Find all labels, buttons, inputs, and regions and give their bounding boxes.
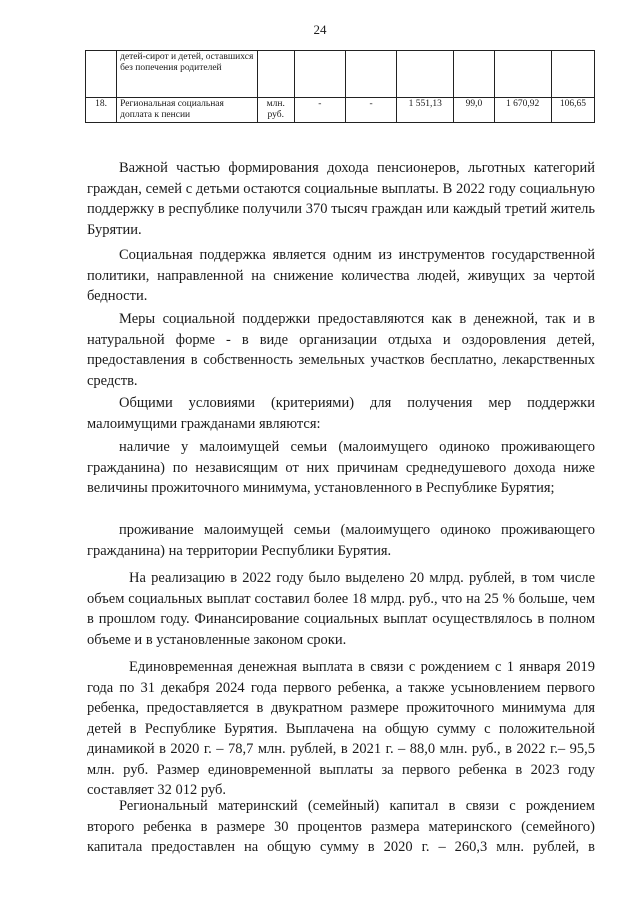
paragraph-text: Меры социальной поддержки предоставляются как в денежной, так и в натуральной форме - в виде организации отдыха и оздоровления детей, предоставления в собственность земельных участков бесплатно, лекарственных средств. bbox=[87, 311, 595, 389]
cell-value bbox=[494, 51, 551, 98]
cell-num: 18. bbox=[86, 98, 117, 123]
cell-name: детей-сирот и детей, оставшихся без попечения родителей bbox=[117, 51, 258, 98]
cell-value bbox=[551, 51, 594, 98]
table-row bbox=[86, 51, 595, 98]
paragraph-text: наличие у малоимущей семьи (малоимущего одиноко проживающего гражданина) по независящим от них причинам среднедушевого дохода ниже величины прожиточного минимума, установленного в Республике Бурятия; bbox=[87, 439, 595, 496]
cell-value: 106,65 bbox=[551, 98, 594, 123]
cell-value bbox=[397, 51, 454, 98]
paragraph-text: На реализацию в 2022 году было выделено 20 млрд. рублей, в том числе объем социальных выплат составил более 18 млрд. руб., что на 25 % больше, чем в прошлом году. Финансирование социальных выплат осуществлялось в полном объеме и в установленные законом сроки. bbox=[87, 570, 595, 648]
cell-num bbox=[86, 51, 117, 98]
paragraph-support-measures bbox=[87, 309, 595, 391]
cell-value bbox=[345, 51, 396, 98]
paragraph-text: Региональный материнский (семейный) капитал в связи с рождением второго ребенка в размере 30 процентов размера материнского (семейного) капитала предоставлен на общую сумму в 2020 г. – 260,3 млн. рублей, в bbox=[87, 798, 595, 855]
paragraph-text: проживание малоимущей семьи (малоимущего одиноко проживающего гражданина) на территории Республики Бурятия. bbox=[87, 522, 595, 559]
cell-unit: млн. руб. bbox=[257, 98, 294, 123]
paragraph-criterion-income bbox=[87, 437, 595, 499]
paragraph-social-payments bbox=[87, 158, 595, 240]
cell-value: - bbox=[294, 98, 345, 123]
paragraph-text: Важной частью формирования дохода пенсионеров, льготных категорий граждан, семей с детьми остаются социальные выплаты. В 2022 году социальную поддержку в республике получили 370 тысяч граждан или каждый третий житель Бурятии. bbox=[87, 160, 595, 238]
cell-value bbox=[294, 51, 345, 98]
cell-unit bbox=[257, 51, 294, 98]
paragraph-funding bbox=[87, 568, 595, 650]
continued-table bbox=[85, 50, 595, 123]
table-row bbox=[86, 98, 595, 123]
paragraph-text: Социальная поддержка является одним из инструментов государственной политики, направленной на снижение количества людей, живущих за чертой бедности. bbox=[87, 247, 595, 304]
cell-value: 1 670,92 bbox=[494, 98, 551, 123]
cell-value: 1 551,13 bbox=[397, 98, 454, 123]
paragraph-first-child-payment bbox=[87, 657, 595, 801]
cell-value bbox=[454, 51, 494, 98]
paragraph-text: Единовременная денежная выплата в связи с рождением с 1 января 2019 года по 31 декабря 2024 года первого ребенка, а также усыновлением первого ребенка, предоставляется в двукратном размере прожиточного минимума для детей в Республике Бурятия. Выплачена на общую сумму с положительной динамикой в 2020 г. – 78,7 млн. рублей, в 2021 г. – 88,0 млн. руб., в 2022 г.– 95,5 млн. руб. Размер единовременной выплаты за первого ребенка в 2023 году составляет 32 012 руб. bbox=[87, 659, 595, 798]
paragraph-maternity-capital bbox=[87, 796, 595, 858]
paragraph-text: Общими условиями (критериями) для получения мер поддержки малоимущими гражданами являются: bbox=[87, 395, 595, 432]
page-number: 24 bbox=[313, 22, 327, 37]
cell-name: Региональная социальная доплата к пенсии bbox=[117, 98, 258, 123]
cell-value: - bbox=[345, 98, 396, 123]
paragraph-criterion-residence bbox=[87, 520, 595, 561]
paragraph-social-support bbox=[87, 245, 595, 307]
paragraph-criteria-intro bbox=[87, 393, 595, 434]
cell-value: 99,0 bbox=[454, 98, 494, 123]
